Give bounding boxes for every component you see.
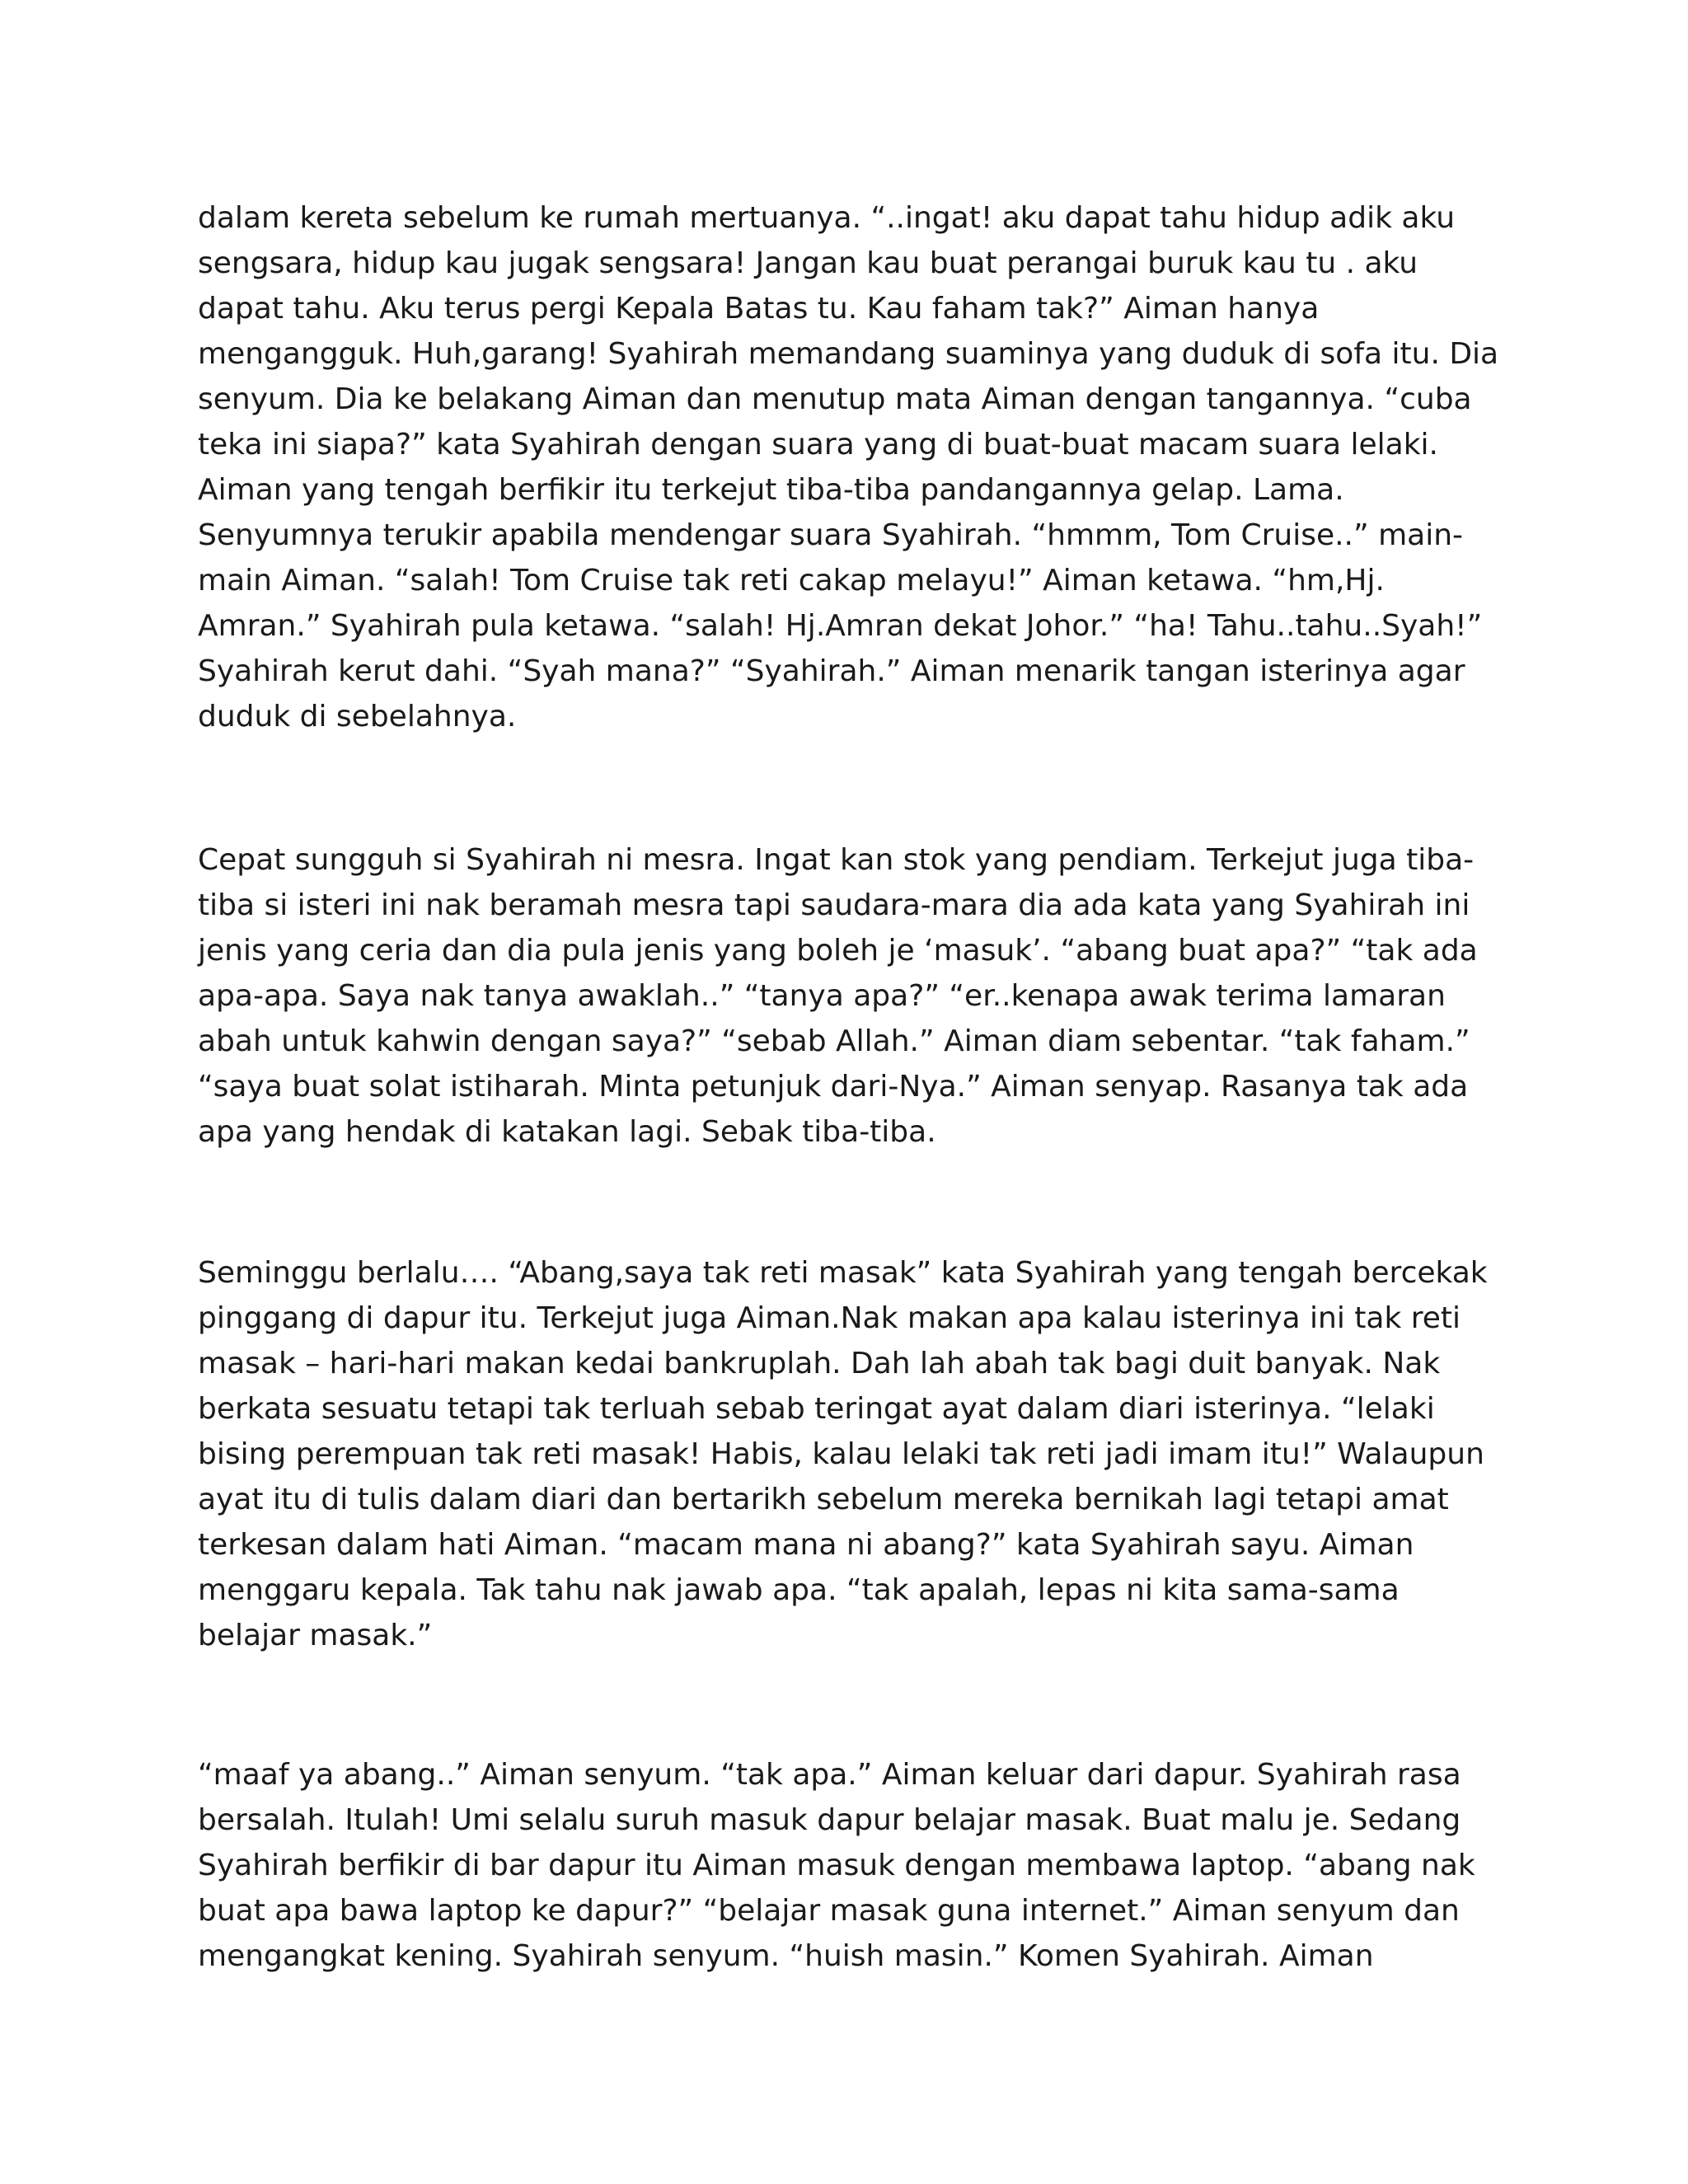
paragraph-2 xyxy=(198,837,1500,1155)
text-line: jenis yang ceria dan dia pula jenis yang boleh je ‘masuk’. “abang buat apa?” “tak ada xyxy=(198,934,1478,968)
text-line: apa yang hendak di katakan lagi. Sebak tiba-tiba. xyxy=(198,1115,936,1149)
text-line: Seminggu berlalu…. “Abang,saya tak reti masak” kata Syahirah yang tengah bercekak xyxy=(198,1256,1488,1290)
text-line: abah untuk kahwin dengan saya?” “sebab Allah.” Aiman diam sebentar. “tak faham.” xyxy=(198,1024,1470,1058)
text-line: Senyumnya terukir apabila mendengar suara Syahirah. “hmmm, Tom Cruise..” main- xyxy=(198,518,1464,552)
text-line: menggaru kepala. Tak tahu nak jawab apa. “tak apalah, lepas ni kita sama-sama xyxy=(198,1573,1400,1607)
text-line: Cepat sungguh si Syahirah ni mesra. Ingat kan stok yang pendiam. Terkejut juga tiba- xyxy=(198,843,1475,877)
text-line: Syahirah berfikir di bar dapur itu Aiman masuk dengan membawa laptop. “abang nak xyxy=(198,1849,1475,1882)
text-line: ayat itu di tulis dalam diari dan bertarikh sebelum mereka bernikah lagi tetapi amat xyxy=(198,1483,1449,1516)
paragraph-4 xyxy=(198,1752,1500,1979)
text-line: buat apa bawa laptop ke dapur?” “belajar masak guna internet.” Aiman senyum dan xyxy=(198,1894,1460,1928)
text-line: mengangguk. Huh,garang! Syahirah memandang suaminya yang duduk di sofa itu. Dia xyxy=(198,337,1499,371)
paragraph-3 xyxy=(198,1250,1500,1658)
text-line: “maaf ya abang..” Aiman senyum. “tak apa.” Aiman keluar dari dapur. Syahirah rasa xyxy=(198,1758,1461,1792)
text-line: terkesan dalam hati Aiman. “macam mana ni abang?” kata Syahirah sayu. Aiman xyxy=(198,1528,1414,1562)
text-line: teka ini siapa?” kata Syahirah dengan suara yang di buat-buat macam suara lelaki. xyxy=(198,428,1438,462)
text-line: “saya buat solat istiharah. Minta petunjuk dari-Nya.” Aiman senyap. Rasanya tak ada xyxy=(198,1070,1469,1104)
text-line: apa-apa. Saya nak tanya awaklah..” “tanya apa?” “er..kenapa awak terima lamaran xyxy=(198,979,1446,1013)
text-line: berkata sesuatu tetapi tak terluah sebab teringat ayat dalam diari isterinya. “lelaki xyxy=(198,1392,1435,1426)
text-line: mengangkat kening. Syahirah senyum. “huish masin.” Komen Syahirah. Aiman xyxy=(198,1939,1374,1973)
text-line: bising perempuan tak reti masak! Habis, kalau lelaki tak reti jadi imam itu!” Walaupun xyxy=(198,1437,1484,1471)
text-line: duduk di sebelahnya. xyxy=(198,700,517,733)
text-line: bersalah. Itulah! Umi selalu suruh masuk dapur belajar masak. Buat malu je. Sedang xyxy=(198,1803,1461,1837)
text-line: dapat tahu. Aku terus pergi Kepala Batas tu. Kau faham tak?” Aiman hanya xyxy=(198,292,1320,326)
text-line: belajar masak.” xyxy=(198,1619,433,1652)
text-line: masak – hari-hari makan kedai bankruplah. Dah lah abah tak bagi duit banyak. Nak xyxy=(198,1347,1441,1380)
text-line: sengsara, hidup kau jugak sengsara! Jangan kau buat perangai buruk kau tu . aku xyxy=(198,246,1418,280)
text-line: senyum. Dia ke belakang Aiman dan menutup mata Aiman dengan tangannya. “cuba xyxy=(198,382,1472,416)
paragraph-1 xyxy=(198,195,1500,739)
text-line: pinggang di dapur itu. Terkejut juga Aiman.Nak makan apa kalau isterinya ini tak reti xyxy=(198,1301,1461,1335)
text-line: Syahirah kerut dahi. “Syah mana?” “Syahirah.” Aiman menarik tangan isterinya agar xyxy=(198,654,1465,688)
text-line: Aiman yang tengah berfikir itu terkejut tiba-tiba pandangannya gelap. Lama. xyxy=(198,473,1344,507)
text-line: Amran.” Syahirah pula ketawa. “salah! Hj.Amran dekat Johor.” “ha! Tahu..tahu..Syah!” xyxy=(198,609,1483,643)
text-line: dalam kereta sebelum ke rumah mertuanya. “..ingat! aku dapat tahu hidup adik aku xyxy=(198,201,1456,235)
text-line: tiba si isteri ini nak beramah mesra tapi saudara-mara dia ada kata yang Syahirah ini xyxy=(198,888,1470,922)
text-line: main Aiman. “salah! Tom Cruise tak reti cakap melayu!” Aiman ketawa. “hm,Hj. xyxy=(198,564,1385,598)
